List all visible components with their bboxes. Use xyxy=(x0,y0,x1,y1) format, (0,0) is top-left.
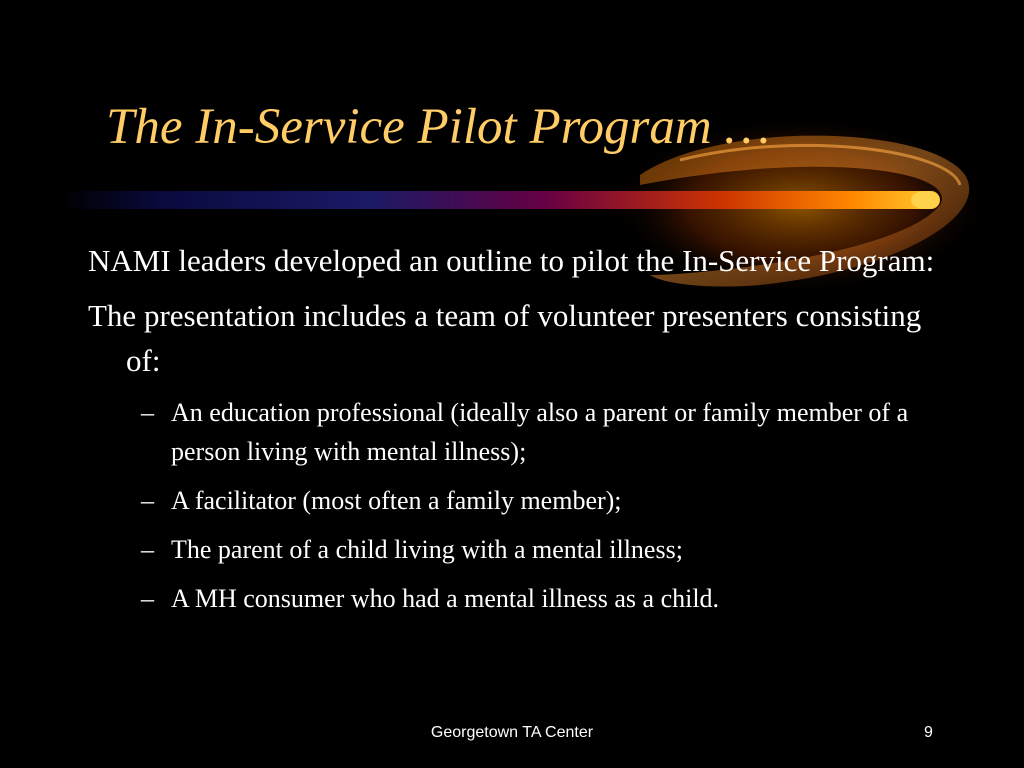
dash-marker: – xyxy=(141,584,154,613)
slide-title: The In-Service Pilot Program … xyxy=(106,99,770,155)
swoosh-bar xyxy=(60,191,940,209)
sub-bullet-text: The parent of a child living with a mental illness; xyxy=(171,535,683,564)
dash-marker: – xyxy=(141,486,154,515)
slide-page-number: 9 xyxy=(924,724,933,741)
sub-bullet-item xyxy=(88,579,938,618)
slide-footer: Georgetown TA Center xyxy=(430,724,594,741)
dash-marker: – xyxy=(141,398,154,427)
sub-bullet-item xyxy=(88,393,938,471)
swoosh-bar-tip xyxy=(911,191,939,209)
sub-bullet-text: An education professional (ideally also a parent or family member of a person living with mental illness); xyxy=(171,398,909,466)
sub-bullet-text: A facilitator (most often a family member); xyxy=(171,486,622,515)
dash-marker: – xyxy=(141,535,154,564)
bullet-paragraph-2: The presentation includes a team of volunteer presenters consisting of: xyxy=(88,298,922,378)
sub-bullet-list xyxy=(88,393,938,618)
slide-body xyxy=(88,238,938,628)
sub-bullet-item xyxy=(88,481,938,520)
sub-bullet-text: A MH consumer who had a mental illness as a child. xyxy=(171,584,720,613)
bullet-paragraph-1: NAMI leaders developed an outline to pilot the In-Service Program: xyxy=(88,243,935,278)
sub-bullet-item xyxy=(88,530,938,569)
